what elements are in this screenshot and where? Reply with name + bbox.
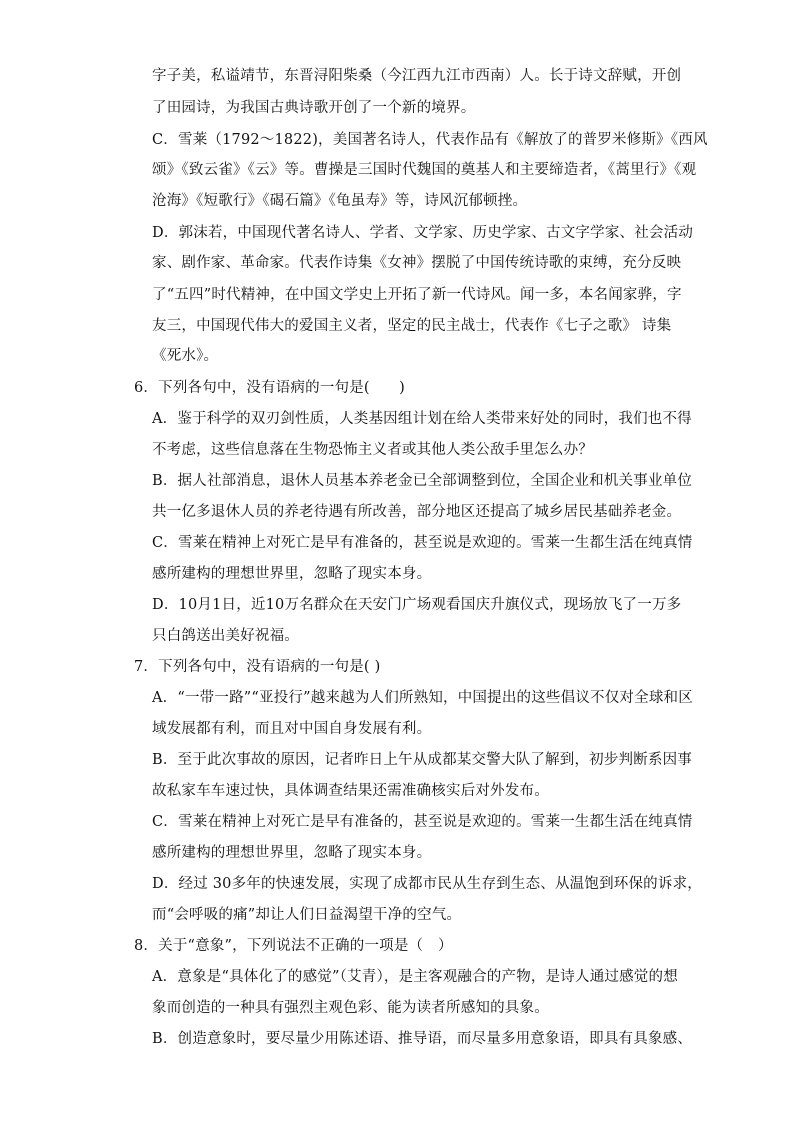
option-b-line: B．至于此次事故的原因，记者昨日上午从成都某交警大队了解到，初步判断系因事 bbox=[152, 752, 693, 768]
option-c-line: C．雪莱在精神上对死亡是早有准备的，甚至说是欢迎的。雪莱一生都生活在纯真情 bbox=[152, 814, 693, 830]
option-a-line: A．“一带一路”“亚投行”越来越为人们所熟知，中国提出的这些倡议不仅对全球和区 bbox=[152, 690, 693, 706]
text-line: 《死水》。 bbox=[152, 348, 219, 364]
option-b-line: B．据人社部消息，退休人员基本养老金已全部调整到位，全国企业和机关事业单位 bbox=[152, 473, 693, 489]
option-a-line: 象而创造的一种具有强烈主观色彩、能为读者所感知的具象。 bbox=[152, 1000, 549, 1016]
question-7-title: 7．下列各句中，没有语病的一句是( ) bbox=[134, 659, 381, 675]
text-line: 家、剧作家、革命家。代表作诗集《女神》摆脱了中国传统诗歌的束缚，充分反映 bbox=[152, 255, 682, 271]
option-d-line: 只白鸽送出美好祝福。 bbox=[152, 628, 299, 644]
text-line: D．郭沫若，中国现代著名诗人、学者、文学家、历史学家、古文字学家、社会活动 bbox=[152, 225, 694, 241]
question-8-title: 8．关于“意象”，下列说法不正确的一项是（ ） bbox=[134, 938, 453, 954]
option-d-line: 而“会呼吸的痛”却让人们日益渴望干净的空气。 bbox=[152, 907, 462, 923]
option-a-line: 域发展都有利，而且对中国自身发展有利。 bbox=[152, 721, 432, 737]
text-line: 颂》《致云雀》《云》等。曹操是三国时代魏国的奠基人和主要缔造者，《蒿里行》《观 bbox=[152, 162, 697, 178]
option-a-line: A．鉴于科学的双刃剑性质，人类基因组计划在给人类带来好处的同时，我们也不得 bbox=[152, 411, 692, 427]
option-b-line: 故私家车车速过快，具体调查结果还需准确核实后对外发布。 bbox=[152, 783, 549, 799]
option-a-line: 不考虑，这些信息落在生物恐怖主义者或其他人类公敌手里怎么办？ bbox=[152, 442, 593, 458]
text-line: 字子美，私谥靖节，东晋浔阳柴桑（今江西九江市西南）人。长于诗文辞赋，开创 bbox=[152, 68, 682, 84]
text-line: C．雪莱（1792～1822)，美国著名诗人，代表作品有《解放了的普罗米修斯》《西风 bbox=[152, 132, 708, 148]
option-c-line: 感所建构的理想世界里，忽略了现实本身。 bbox=[152, 845, 432, 861]
option-a-line: A．意象是“具体化了的感觉”（艾青），是主客观融合的产物，是诗人通过感觉的想 bbox=[152, 969, 678, 985]
text-line: 了田园诗，为我国古典诗歌开创了一个新的境界。 bbox=[152, 100, 476, 116]
option-d-line: D．经过 30多年的快速发展，实现了成都市民从生存到生态、从温饱到环保的诉求， bbox=[152, 876, 702, 892]
option-b-line: 共一亿多退休人员的养老待遇有所改善，部分地区还提高了城乡居民基础养老金。 bbox=[152, 504, 682, 520]
option-c-line: 感所建构的理想世界里，忽略了现实本身。 bbox=[152, 566, 432, 582]
option-c-line: C．雪莱在精神上对死亡是早有准备的，甚至说是欢迎的。雪莱一生都生活在纯真情 bbox=[152, 535, 693, 551]
text-line: 友三，中国现代伟大的爱国主义者，坚定的民主战士，代表作《七子之歌》 诗集 bbox=[152, 318, 672, 334]
question-6-title: 6．下列各句中，没有语病的一句是( ) bbox=[134, 380, 406, 396]
option-d-line: D．10月1日，近10万名群众在天安门广场观看国庆升旗仪式，现场放飞了一万多 bbox=[152, 597, 682, 613]
text-line: 沧海》《短歌行》《碣石篇》《龟虽寿》等，诗风沉郁顿挫。 bbox=[152, 193, 528, 209]
option-b-line: B．创造意象时，要尽量少用陈述语、推导语，而尽量多用意象语，即具有具象感、 bbox=[152, 1031, 693, 1047]
text-line: 了“五四”时代精神，在中国文学史上开拓了新一代诗风。闻一多，本名闻家骅，字 bbox=[152, 287, 682, 303]
